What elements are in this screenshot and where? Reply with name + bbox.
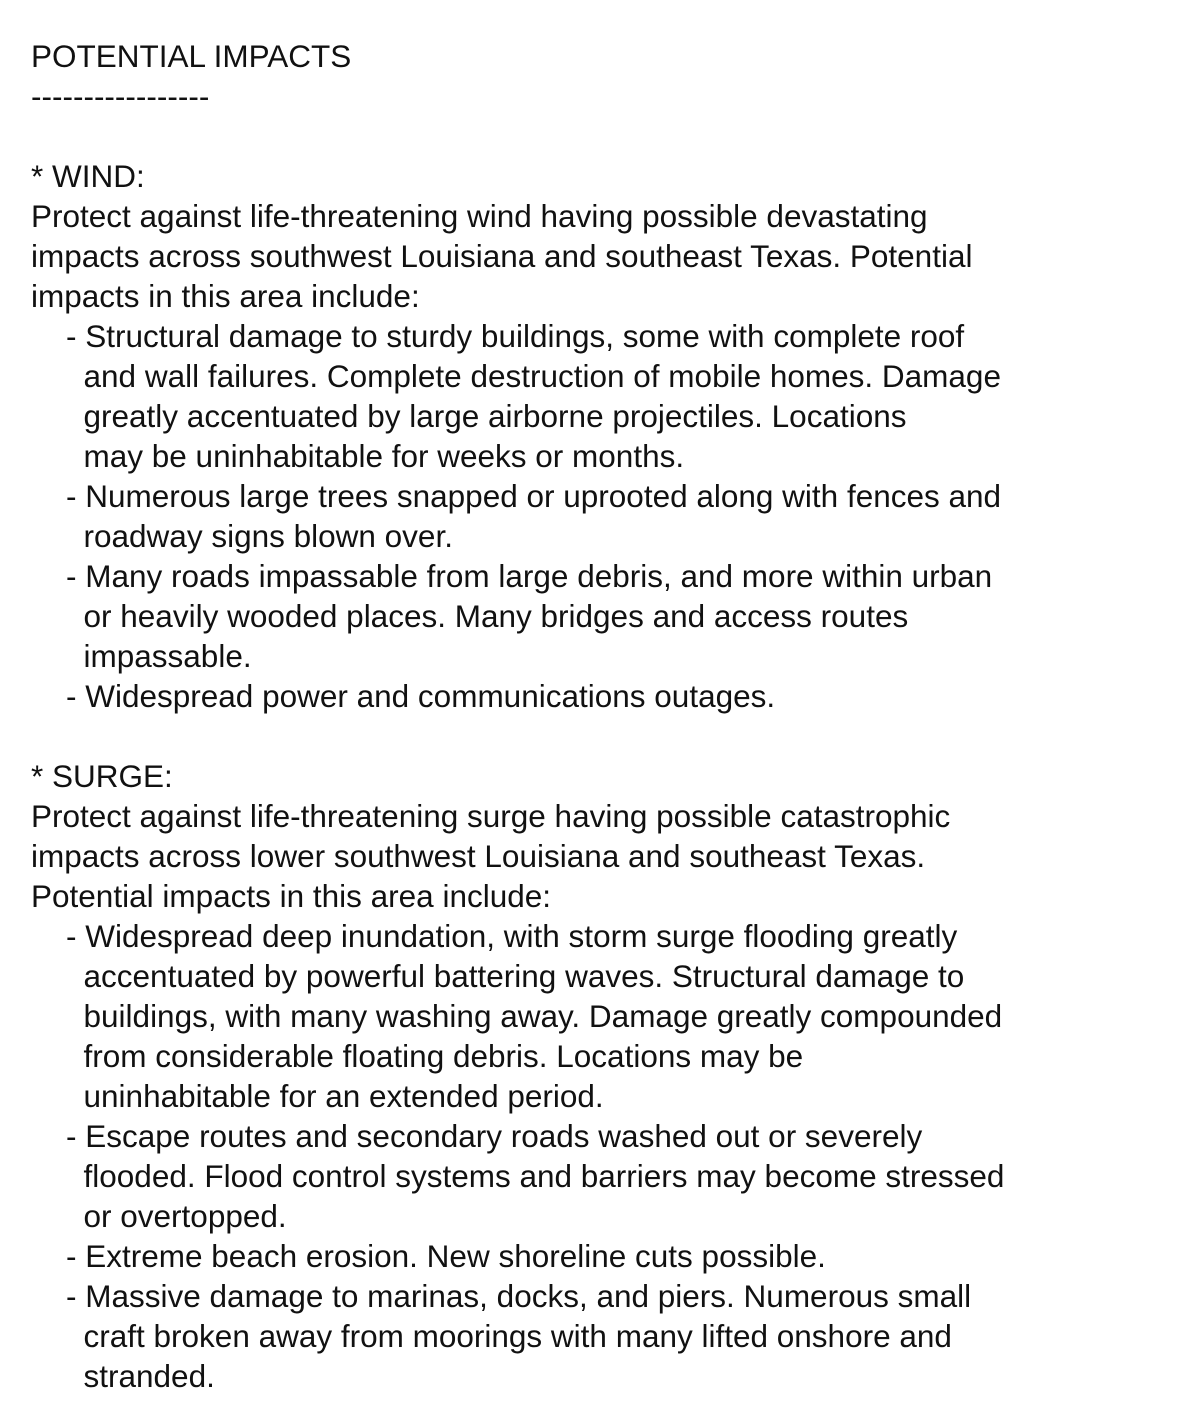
wind-intro-line: Protect against life-threatening wind having possible devastating <box>31 198 928 234</box>
wind-intro-line: impacts in this area include: <box>31 278 420 314</box>
surge-bullet-line: buildings, with many washing away. Damage greatly compounded <box>31 998 1003 1034</box>
wind-bullet-line: or heavily wooded places. Many bridges and access routes <box>31 598 909 634</box>
surge-intro-line: Protect against life-threatening surge having possible catastrophic <box>31 798 951 834</box>
wind-heading: * WIND: <box>31 158 145 194</box>
impacts-document <box>31 36 1161 1396</box>
surge-bullet-line: stranded. <box>31 1358 215 1394</box>
title-underline: ----------------- <box>31 78 210 114</box>
surge-section <box>31 756 1161 1396</box>
wind-bullet-line: - Structural damage to sturdy buildings, some with complete roof <box>31 318 965 354</box>
surge-bullet-line: - Massive damage to marinas, docks, and piers. Numerous small <box>31 1278 972 1314</box>
wind-intro-line: impacts across southwest Louisiana and southeast Texas. Potential <box>31 238 973 274</box>
blank-line <box>31 716 1161 756</box>
wind-section <box>31 156 1161 716</box>
document-title: POTENTIAL IMPACTS <box>31 38 352 74</box>
surge-heading: * SURGE: <box>31 758 173 794</box>
surge-bullet-line: or overtopped. <box>31 1198 287 1234</box>
wind-bullet-line: impassable. <box>31 638 252 674</box>
surge-intro-line: Potential impacts in this area include: <box>31 878 552 914</box>
wind-bullet-line: - Many roads impassable from large debris, and more within urban <box>31 558 993 594</box>
surge-bullet-line: - Widespread deep inundation, with storm surge flooding greatly <box>31 918 958 954</box>
wind-bullet-line: may be uninhabitable for weeks or months. <box>31 438 685 474</box>
wind-bullet-line: roadway signs blown over. <box>31 518 453 554</box>
wind-bullet-line: - Numerous large trees snapped or uprooted along with fences and <box>31 478 1002 514</box>
surge-bullet-line: accentuated by powerful battering waves. Structural damage to <box>31 958 965 994</box>
surge-intro-line: impacts across lower southwest Louisiana and southeast Texas. <box>31 838 926 874</box>
surge-bullet-line: flooded. Flood control systems and barriers may become stressed <box>31 1158 1005 1194</box>
surge-bullet-line: - Extreme beach erosion. New shoreline cuts possible. <box>31 1238 826 1274</box>
surge-bullet-line: craft broken away from moorings with many lifted onshore and <box>31 1318 952 1354</box>
surge-bullet-line: - Escape routes and secondary roads washed out or severely <box>31 1118 923 1154</box>
wind-bullet-line: greatly accentuated by large airborne projectiles. Locations <box>31 398 907 434</box>
surge-bullet-line: uninhabitable for an extended period. <box>31 1078 604 1114</box>
wind-bullet-line: - Widespread power and communications outages. <box>31 678 776 714</box>
blank-line <box>31 116 1161 156</box>
wind-bullet-line: and wall failures. Complete destruction of mobile homes. Damage <box>31 358 1001 394</box>
surge-bullet-line: from considerable floating debris. Locations may be <box>31 1038 804 1074</box>
